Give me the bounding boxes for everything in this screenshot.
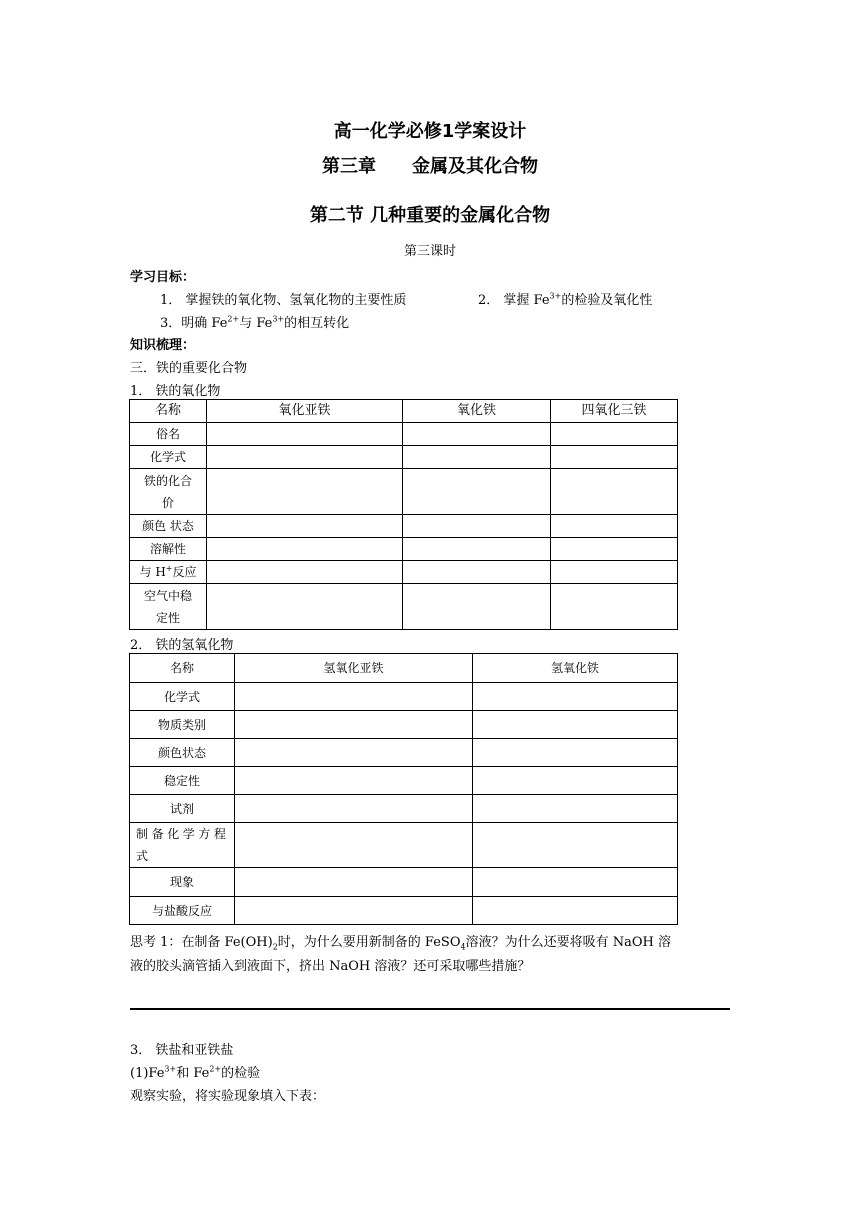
table-row bbox=[130, 683, 678, 711]
iron-oxides-table bbox=[129, 399, 678, 630]
blank-cell[interactable] bbox=[235, 683, 473, 711]
table-row bbox=[130, 469, 678, 515]
row-label: 制备化学方程式 bbox=[130, 823, 235, 868]
header-cell: 名称 bbox=[130, 400, 207, 423]
chapter-title: 第三章 金属及其化合物 bbox=[322, 156, 538, 177]
header-cell: 氢氧化亚铁 bbox=[235, 654, 473, 683]
knowledge-heading: 知识梳理： bbox=[130, 338, 196, 353]
blank-cell[interactable] bbox=[473, 739, 678, 767]
header-cell: 名称 bbox=[130, 654, 235, 683]
blank-cell[interactable] bbox=[473, 711, 678, 739]
header-cell: 氧化铁 bbox=[403, 400, 551, 423]
blank-cell[interactable] bbox=[473, 767, 678, 795]
blank-cell[interactable] bbox=[207, 584, 403, 630]
table-row bbox=[130, 561, 678, 584]
header-cell: 氢氧化铁 bbox=[473, 654, 678, 683]
document-title: 高一化学必修1学案设计 bbox=[333, 121, 527, 142]
row-label: 溶解性 bbox=[130, 538, 207, 561]
blank-cell[interactable] bbox=[473, 868, 678, 897]
goal-item-1: 1． 掌握铁的氧化物、氢氧化物的主要性质 bbox=[160, 293, 407, 308]
row-label: 与盐酸反应 bbox=[130, 897, 235, 925]
table-row bbox=[130, 795, 678, 823]
blank-cell[interactable] bbox=[551, 561, 678, 584]
blank-cell[interactable] bbox=[551, 515, 678, 538]
blank-cell[interactable] bbox=[235, 739, 473, 767]
blank-cell[interactable] bbox=[235, 897, 473, 925]
table-row bbox=[130, 423, 678, 446]
table-row bbox=[130, 739, 678, 767]
blank-cell[interactable] bbox=[207, 515, 403, 538]
row-label: 稳定性 bbox=[130, 767, 235, 795]
blank-cell[interactable] bbox=[473, 683, 678, 711]
think-question-line1: 思考 1：在制备 $Fe(OH)_2$时，为什么要用新制备的 FeSO$_4$溶液？为什么还要将吸有 NaOH 溶 bbox=[130, 935, 671, 952]
table-row bbox=[130, 584, 678, 630]
row-label: 颜色 状态 bbox=[130, 515, 207, 538]
blank-cell[interactable] bbox=[403, 423, 551, 446]
hydroxides-heading: 2． 铁的氢氧化物 bbox=[130, 638, 234, 653]
iron-hydroxides-table bbox=[129, 653, 678, 925]
row-label: 试剂 bbox=[130, 795, 235, 823]
blank-cell[interactable] bbox=[235, 767, 473, 795]
blank-cell[interactable] bbox=[403, 469, 551, 515]
blank-cell[interactable] bbox=[403, 584, 551, 630]
blank-cell[interactable] bbox=[473, 823, 678, 868]
header-cell: 氧化亚铁 bbox=[207, 400, 403, 423]
think-question-line2: 液的胶头滴管插入到液面下，挤出 NaOH 溶液？还可采取哪些措施？ bbox=[130, 959, 531, 974]
goal-item-3: 3．明确 $Fe^{2+}$与 $Fe^{3+}$的相互转化 bbox=[160, 314, 350, 331]
blank-cell[interactable] bbox=[235, 823, 473, 868]
row-label: 现象 bbox=[130, 868, 235, 897]
blank-cell[interactable] bbox=[403, 446, 551, 469]
blank-cell[interactable] bbox=[551, 538, 678, 561]
blank-cell[interactable] bbox=[551, 469, 678, 515]
table-header-row bbox=[130, 654, 678, 683]
row-label: 与 H+反应 bbox=[130, 561, 207, 584]
row-label: 物质类别 bbox=[130, 711, 235, 739]
answer-line[interactable] bbox=[130, 1008, 730, 1010]
blank-cell[interactable] bbox=[473, 795, 678, 823]
row-label: 化学式 bbox=[130, 683, 235, 711]
table-row bbox=[130, 767, 678, 795]
blank-cell[interactable] bbox=[207, 538, 403, 561]
table-row bbox=[130, 446, 678, 469]
table-row bbox=[130, 868, 678, 897]
section-title: 第二节 几种重要的金属化合物 bbox=[309, 205, 551, 226]
table-row bbox=[130, 515, 678, 538]
table-row bbox=[130, 538, 678, 561]
goal-item-2: 2． 掌握 $Fe^{3+}$的检验及氧化性 bbox=[478, 291, 653, 308]
blank-cell[interactable] bbox=[235, 868, 473, 897]
row-label: 俗名 bbox=[130, 423, 207, 446]
table-row bbox=[130, 711, 678, 739]
header-cell: 四氧化三铁 bbox=[551, 400, 678, 423]
row-label: 颜色状态 bbox=[130, 739, 235, 767]
instruction-text: 观察实验，将实验现象填入下表： bbox=[130, 1089, 326, 1104]
goals-heading: 学习目标： bbox=[130, 270, 196, 285]
blank-cell[interactable] bbox=[207, 469, 403, 515]
blank-cell[interactable] bbox=[403, 538, 551, 561]
lesson-label: 第三课时 bbox=[403, 244, 456, 259]
salts-heading: 3． 铁盐和亚铁盐 bbox=[130, 1043, 234, 1058]
blank-cell[interactable] bbox=[207, 423, 403, 446]
blank-cell[interactable] bbox=[207, 446, 403, 469]
table-header-row bbox=[130, 400, 678, 423]
blank-cell[interactable] bbox=[551, 446, 678, 469]
blank-cell[interactable] bbox=[403, 515, 551, 538]
part3-heading: 三．铁的重要化合物 bbox=[130, 361, 248, 376]
blank-cell[interactable] bbox=[551, 423, 678, 446]
row-label: 铁的化合价 bbox=[130, 469, 207, 515]
blank-cell[interactable] bbox=[235, 711, 473, 739]
table-row bbox=[130, 823, 678, 868]
oxides-heading: 1． 铁的氧化物 bbox=[130, 384, 221, 399]
blank-cell[interactable] bbox=[551, 584, 678, 630]
blank-cell[interactable] bbox=[235, 795, 473, 823]
row-label: 空气中稳定性 bbox=[130, 584, 207, 630]
row-label: 化学式 bbox=[130, 446, 207, 469]
blank-cell[interactable] bbox=[473, 897, 678, 925]
blank-cell[interactable] bbox=[403, 561, 551, 584]
table-row bbox=[130, 897, 678, 925]
blank-cell[interactable] bbox=[207, 561, 403, 584]
ion-test-heading: $(1)Fe^{3+}$和 $Fe^{2+}$的检验 bbox=[130, 1064, 261, 1081]
